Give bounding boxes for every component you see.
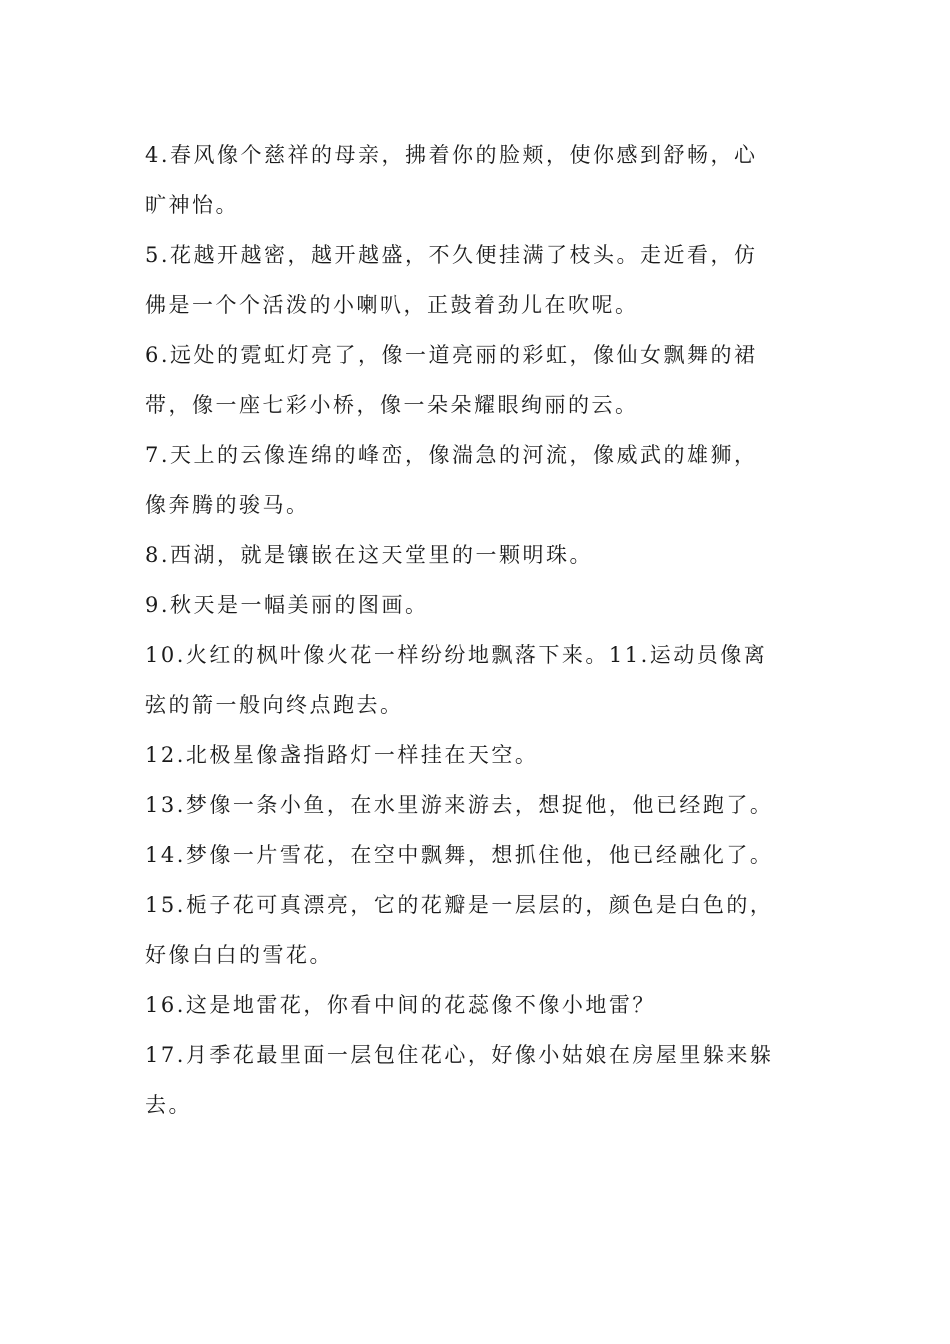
paragraph-16 [145,980,810,1030]
text-line: 14.梦像一片雪花，在空中飘舞，想抓住他，他已经融化了。 [145,843,774,867]
document-body [145,130,810,1130]
text-line: 15.栀子花可真漂亮，它的花瓣是一层层的，颜色是白色的， [145,893,774,917]
text-line: 10.火红的枫叶像火花一样纷纷地飘落下来。11.运动员像离 [145,643,768,667]
text-line: 好像白白的雪花。 [145,943,333,967]
text-line: 7.天上的云像连绵的峰峦，像湍急的河流，像威武的雄狮， [145,443,758,467]
paragraph-14 [145,830,810,880]
text-line: 8.西湖，就是镶嵌在这天堂里的一颗明珠。 [145,543,594,567]
text-line: 17.月季花最里面一层包住花心，好像小姑娘在房屋里躲来躲 [145,1043,774,1067]
paragraph-10-11 [145,630,810,730]
paragraph-12 [145,730,810,780]
text-line: 12.北极星像盏指路灯一样挂在天空。 [145,743,539,767]
text-line: 带，像一座七彩小桥，像一朵朵耀眼绚丽的云。 [145,393,639,417]
paragraph-4 [145,130,810,230]
paragraph-17 [145,1030,810,1130]
text-line: 去。 [145,1093,192,1117]
text-line: 像奔腾的骏马。 [145,493,310,517]
paragraph-6 [145,330,810,430]
text-line: 弦的箭一般向终点跑去。 [145,693,404,717]
text-line: 旷神怡。 [145,193,239,217]
paragraph-15 [145,880,810,980]
paragraph-7 [145,430,810,530]
text-line: 16.这是地雷花，你看中间的花蕊像不像小地雷？ [145,993,656,1017]
paragraph-8 [145,530,810,580]
paragraph-13 [145,780,810,830]
paragraph-5 [145,230,810,330]
text-line: 9.秋天是一幅美丽的图画。 [145,593,429,617]
text-line: 4.春风像个慈祥的母亲，拂着你的脸颊，使你感到舒畅，心 [145,143,758,167]
text-line: 佛是一个个活泼的小喇叭，正鼓着劲儿在吹呢。 [145,293,639,317]
text-line: 5.花越开越密，越开越盛，不久便挂满了枝头。走近看，仿 [145,243,758,267]
text-line: 6.远处的霓虹灯亮了，像一道亮丽的彩虹，像仙女飘舞的裙 [145,343,758,367]
text-line: 13.梦像一条小鱼，在水里游来游去，想捉他，他已经跑了。 [145,793,774,817]
paragraph-9 [145,580,810,630]
